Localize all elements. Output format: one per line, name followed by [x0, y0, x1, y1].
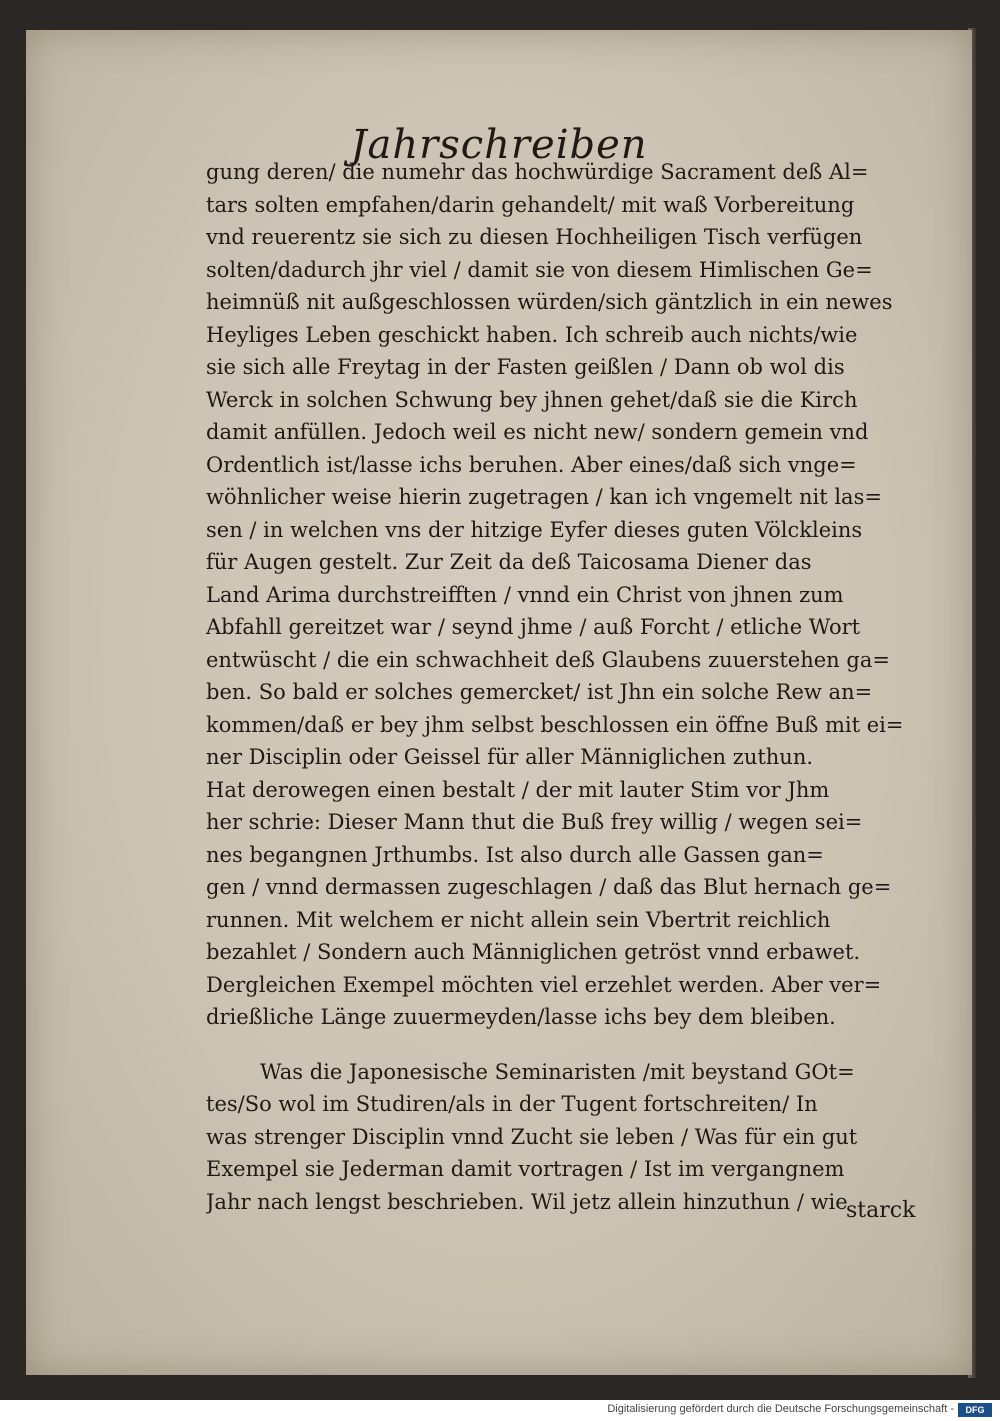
- text-line: entwüscht / die ein schwachheit deß Glaubens zuuerstehen ga=: [206, 647, 890, 672]
- text-line: Heyliges Leben geschickt haben. Ich schreib auch nichts/wie: [206, 322, 858, 347]
- footer-credit: Digitalisierung gefördert durch die Deutsche Forschungsgemeinschaft -: [607, 1403, 954, 1415]
- text-line: Dergleichen Exempel möchten viel erzehlet werden. Aber ver=: [206, 972, 882, 997]
- book-page: [26, 30, 972, 1375]
- dfg-logo-icon: DFG: [958, 1403, 992, 1417]
- paragraph-1: [206, 156, 962, 1034]
- text-line: vnd reuerentz sie sich zu diesen Hochheiligen Tisch verfügen: [206, 225, 863, 249]
- text-line: tars solten empfahen/darin gehandelt/ mit waß Vorbereitung: [206, 192, 855, 217]
- text-line: runnen. Mit welchem er nicht allein sein Vbertrit reichlich: [206, 907, 831, 932]
- text-line: Jahr nach lengst beschrieben. Wil jetz allein hinzuthun / wie: [206, 1189, 848, 1214]
- text-line: sen / in welchen vns der hitzige Eyfer dieses guten Völckleins: [206, 517, 863, 542]
- text-line: was strenger Disciplin vnnd Zucht sie leben / Was für ein gut: [206, 1124, 858, 1149]
- running-header: Jahrschreiben: [350, 122, 648, 168]
- text-line: sie sich alle Freytag in der Fasten geißlen / Dann ob wol dis: [206, 355, 845, 379]
- text-line: damit anfüllen. Jedoch weil es nicht new/ sondern gemein vnd: [206, 420, 869, 444]
- text-line: Abfahll gereitzet war / seynd jhme / auß Forcht / etliche Wort: [206, 615, 861, 639]
- text-line: Land Arima durchstreifften / vnnd ein Christ von jhnen zum: [206, 582, 844, 607]
- text-line: kommen/daß er bey jhm selbst beschlossen ein öffne Buß mit ei=: [206, 712, 904, 737]
- text-line: Hat derowegen einen bestalt / der mit lauter Stim vor Jhm: [206, 777, 830, 802]
- text-line: Werck in solchen Schwung bey jhnen gehet/daß sie die Kirch: [206, 387, 858, 412]
- text-line: ben. So bald er solches gemercket/ ist Jhn ein solche Rew an=: [206, 680, 873, 704]
- text-line: gen / vnnd dermassen zugeschlagen / daß das Blut hernach ge=: [206, 875, 892, 899]
- body-text: [206, 156, 962, 1218]
- text-line: gung deren/ die numehr das hochwürdige Sacrament deß Al=: [206, 160, 869, 184]
- text-line: wöhnlicher weise hierin zugetragen / kan ich vngemelt nit las=: [206, 485, 882, 509]
- text-line: her schrie: Dieser Mann thut die Buß frey willig / wegen sei=: [206, 810, 863, 834]
- text-line: Exempel sie Jederman damit vortragen / Ist im vergangnem: [206, 1157, 845, 1181]
- text-line: solten/dadurch jhr viel / damit sie von diesem Himlischen Ge=: [206, 257, 873, 282]
- catchword: starck: [846, 1198, 916, 1223]
- text-line: nes begangnen Jrthumbs. Ist also durch alle Gassen gan=: [206, 842, 824, 867]
- text-line: drießliche Länge zuuermeyden/lasse ichs bey dem bleiben.: [206, 1005, 836, 1029]
- text-line: tes/So wol im Studiren/als in der Tugent fortschreiten/ In: [206, 1092, 818, 1116]
- text-line: Was die Japonesische Seminaristen /mit beystand GOt=: [260, 1059, 855, 1084]
- text-line: für Augen gestelt. Zur Zeit da deß Taicosama Diener das: [206, 550, 812, 574]
- paragraph-2: [206, 1056, 962, 1219]
- text-line: heimnüß nit außgeschlossen würden/sich gäntzlich in ein newes: [206, 290, 893, 314]
- digitization-footer: [0, 1400, 1000, 1421]
- text-line: Ordentlich ist/lasse ichs beruhen. Aber eines/daß sich vnge=: [206, 452, 857, 477]
- text-line: ner Disciplin oder Geissel für aller Männiglichen zuthun.: [206, 745, 814, 769]
- text-line: bezahlet / Sondern auch Männiglichen getröst vnnd erbawet.: [206, 940, 861, 964]
- paragraph-gap: [206, 1034, 962, 1056]
